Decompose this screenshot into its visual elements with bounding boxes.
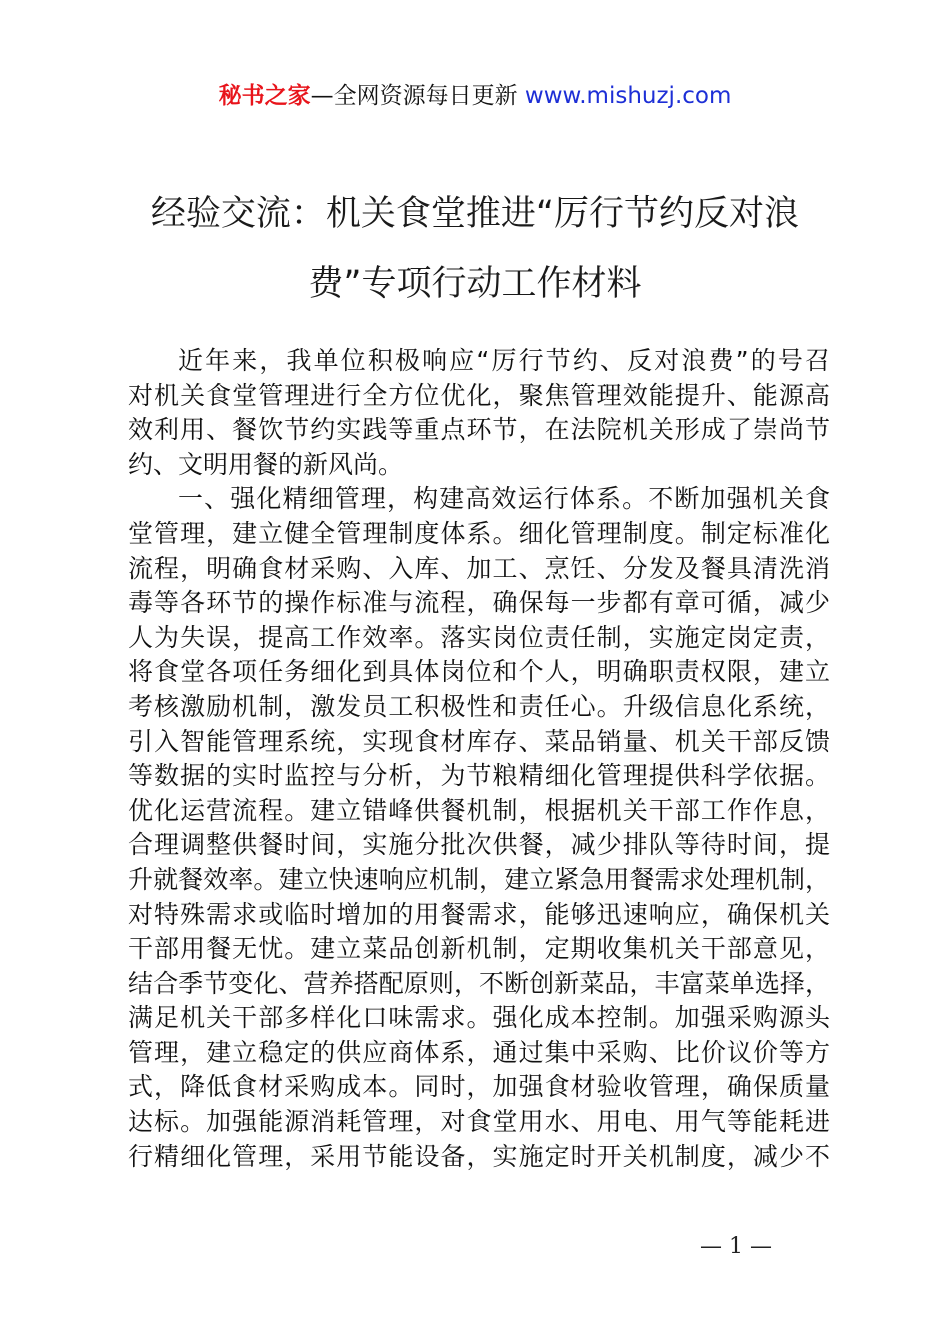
paragraph-line: 行精细化管理，采用节能设备，实施定时开关机制度，减少不 bbox=[128, 1141, 830, 1171]
paragraph-line: 效利用、餐饮节约实践等重点环节，在法院机关形成了崇尚节 bbox=[128, 415, 830, 445]
paragraph-line: 将食堂各项任务细化到具体岗位和个人，明确职责权限，建立 bbox=[128, 657, 830, 687]
title-line: 费”专项行动工作材料 bbox=[308, 264, 642, 304]
document-body bbox=[128, 344, 830, 1174]
paragraph-line: 式，降低食材采购成本。同时，加强食材验收管理，确保质量 bbox=[128, 1072, 830, 1102]
paragraph-line: 考核激励机制，激发员工积极性和责任心。升级信息化系统， bbox=[128, 691, 830, 721]
site-url-link[interactable]: www.mishuzj.com bbox=[524, 83, 732, 109]
paragraph-line: 近年来，我单位积极响应“厉行节约、反对浪费”的号召 bbox=[178, 346, 830, 375]
paragraph-line: 人为失误，提高工作效率。落实岗位责任制，实施定岗定责， bbox=[128, 622, 830, 652]
paragraph-line: 结合季节变化、营养搭配原则，不断创新菜品，丰富菜单选择， bbox=[128, 968, 830, 998]
paragraph-line: 流程，明确食材采购、入库、加工、烹饪、分发及餐具清洗消 bbox=[128, 553, 830, 583]
site-slogan: —全网资源每日更新 bbox=[310, 83, 525, 109]
title-line: 经验交流：机关食堂推进“厉行节约反对浪 bbox=[150, 194, 800, 234]
paragraph-line: 一、强化精细管理，构建高效运行体系。不断加强机关食 bbox=[178, 484, 830, 514]
paragraph-section-one bbox=[128, 482, 830, 1174]
paragraph-line: 等数据的实时监控与分析，为节粮精细化管理提供科学依据。 bbox=[128, 761, 830, 791]
paragraph-line: 达标。加强能源消耗管理，对食堂用水、用电、用气等能耗进 bbox=[128, 1107, 830, 1137]
paragraph-line: 引入智能管理系统，实现食材库存、菜品销量、机关干部反馈 bbox=[128, 726, 830, 756]
paragraph-intro bbox=[128, 344, 830, 482]
paragraph-line: 合理调整供餐时间，实施分批次供餐，减少排队等待时间，提 bbox=[128, 830, 830, 860]
paragraph-line: 约、文明用餐的新风尚。 bbox=[128, 449, 404, 479]
site-brand: 秘书之家 bbox=[218, 83, 311, 109]
paragraph-line: 管理，建立稳定的供应商体系，通过集中采购、比价议价等方 bbox=[128, 1037, 830, 1067]
paragraph-line: 干部用餐无忧。建立菜品创新机制，定期收集机关干部意见， bbox=[128, 934, 830, 964]
site-banner bbox=[0, 80, 950, 112]
paragraph-line: 对机关食堂管理进行全方位优化，聚焦管理效能提升、能源高 bbox=[128, 380, 830, 410]
paragraph-line: 升就餐效率。建立快速响应机制，建立紧急用餐需求处理机制， bbox=[128, 864, 830, 894]
paragraph-line: 堂管理，建立健全管理制度体系。细化管理制度。制定标准化 bbox=[128, 518, 830, 548]
paragraph-line: 优化运营流程。建立错峰供餐机制，根据机关干部工作作息， bbox=[128, 795, 830, 825]
paragraph-line: 满足机关干部多样化口味需求。强化成本控制。加强采购源头 bbox=[128, 1003, 830, 1033]
paragraph-line: 毒等各环节的操作标准与流程，确保每一步都有章可循，减少 bbox=[128, 588, 830, 618]
document-title bbox=[100, 186, 850, 312]
page-number: — 1 — bbox=[700, 1234, 772, 1259]
paragraph-line: 对特殊需求或临时增加的用餐需求，能够迅速响应，确保机关 bbox=[128, 899, 830, 929]
